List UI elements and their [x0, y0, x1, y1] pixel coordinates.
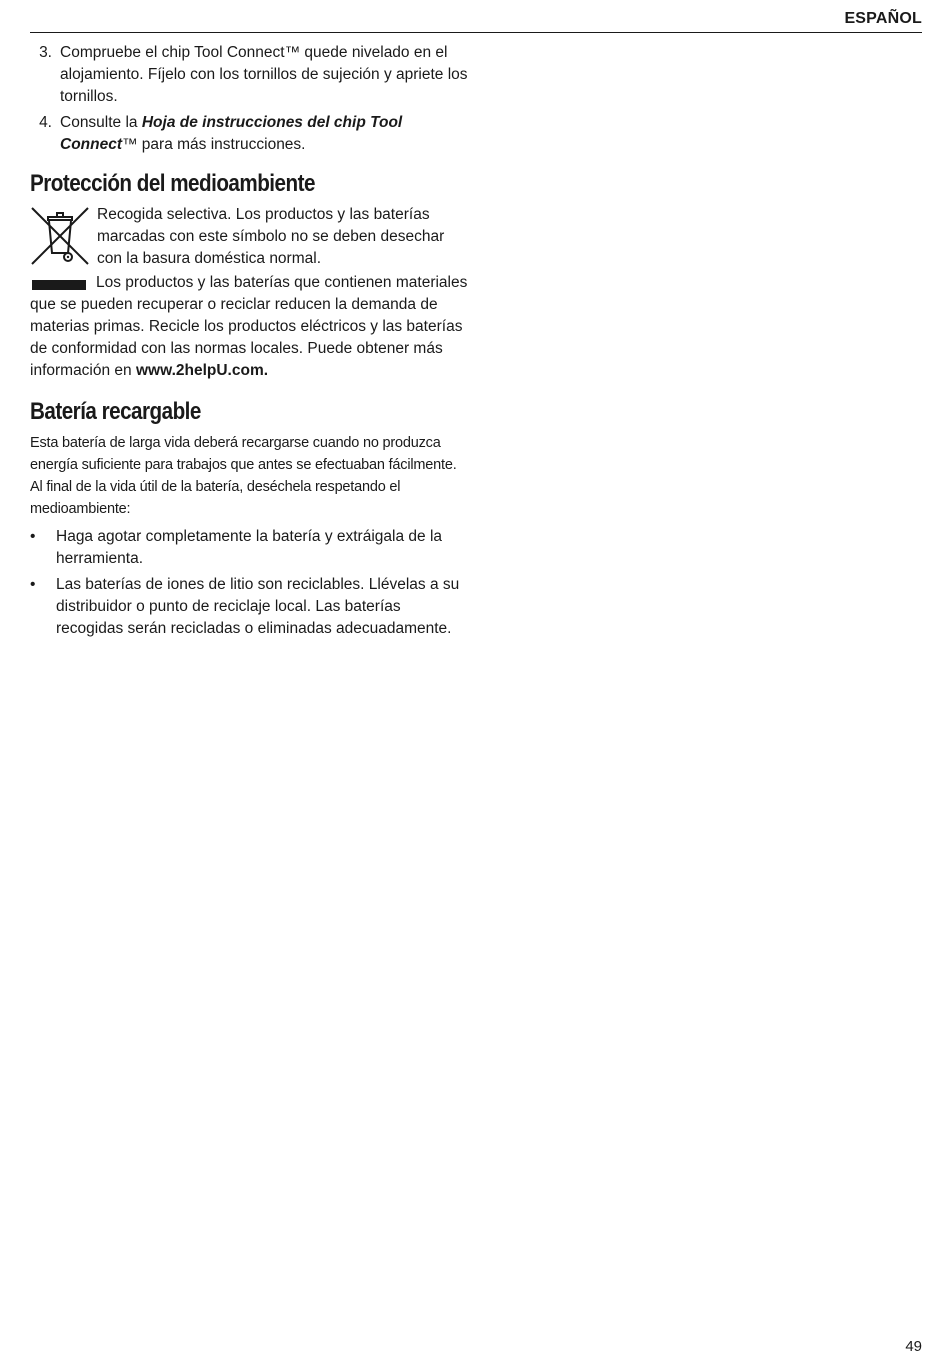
- recycle-text: Los productos y las baterías que contienen materiales que se pueden recuperar o reciclar reducen la demanda de materias primas. Recicle los productos eléctricos y las baterías de conformidad con las normas locales. Puede obtener más información en: [30, 274, 468, 379]
- recycle-paragraph: [30, 272, 470, 382]
- list-item: [30, 574, 470, 640]
- step-item: [30, 42, 470, 108]
- step-text: Compruebe el chip Tool Connect™ quede nivelado en el alojamiento. Fíjelo con los tornillos de sujeción y apriete los tornillos.: [60, 44, 468, 105]
- website-link[interactable]: www.2helpU.com.: [135, 362, 269, 379]
- language-label: ESPAÑOL: [844, 10, 922, 27]
- crossed-out-wheeled-bin-icon: [30, 205, 90, 267]
- step-text: [52, 112, 470, 156]
- step-number: 4.: [39, 114, 52, 131]
- bullet-symbol: •: [30, 576, 36, 593]
- environment-title: Protección del medioambiente: [30, 170, 315, 197]
- weee-text: Recogida selectiva. Los productos y las baterías marcadas con este símbolo no se deben desechar con la basura doméstica normal.: [97, 206, 445, 267]
- battery-title: Batería recargable: [30, 398, 201, 425]
- step-prefix: Consulte la: [60, 114, 142, 131]
- instruction-sheet-reference: Hoja de instrucciones del chip Tool Connect: [60, 114, 403, 153]
- black-bar-symbol: [32, 280, 86, 290]
- bullet-text: Haga agotar completamente la batería y extráigala de la herramienta.: [56, 528, 443, 567]
- main-content: [30, 42, 470, 644]
- page-number: 49: [905, 1338, 922, 1355]
- header-divider: [30, 32, 922, 33]
- step-number: 3.: [39, 44, 52, 61]
- steps-list: [30, 42, 470, 156]
- weee-block: [30, 204, 470, 270]
- step-item: [30, 112, 470, 156]
- list-item: [30, 526, 470, 570]
- step-suffix: ™ para más instrucciones.: [122, 136, 306, 153]
- battery-intro: Esta batería de larga vida deberá recargarse cuando no produzca energía suficiente para trabajos que antes se efectuaban fácilmente. Al final de la vida útil de la batería, deséchela respetando el medioambiente:: [30, 435, 457, 517]
- bullet-symbol: •: [30, 528, 36, 545]
- bullet-text: Las baterías de iones de litio son reciclables. Llévelas a su distribuidor o punto de reciclaje local. Las baterías recogidas serán recicladas o eliminadas adecuadamente.: [56, 576, 460, 637]
- battery-bullet-list: [30, 526, 470, 640]
